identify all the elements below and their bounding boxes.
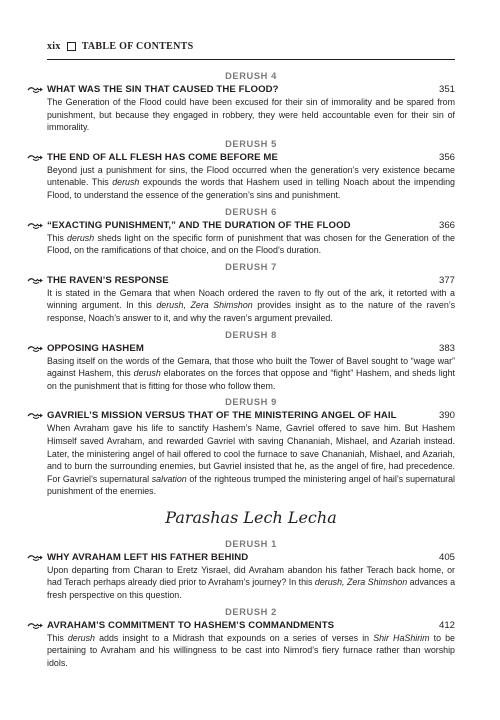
derush-label: DERUSH 9 <box>225 397 277 408</box>
entry-page-number: 377 <box>438 274 455 286</box>
toc-entry[interactable] <box>47 84 455 134</box>
derush-label: DERUSH 1 <box>225 538 277 549</box>
entry-heading <box>47 552 455 563</box>
entry-page-number: 366 <box>438 219 455 231</box>
entry-page-number: 412 <box>438 619 455 631</box>
entry-description: Basing itself on the words of the Gemara, that those who built the Tower of Bavel sought to “wage war” against Hashem, this derush elaborates on the forces that oppose and “fight” Hashem, and sheds light on the punishment that is fitting for those who follow them. <box>47 355 455 391</box>
entry-title: THE END OF ALL FLESH HAS COME BEFORE ME <box>47 151 278 163</box>
entry-heading <box>47 84 455 95</box>
entry-title: “EXACTING PUNISHMENT,” AND THE DURATION OF THE FLOOD <box>47 219 351 231</box>
entry-page-number: 351 <box>438 84 455 95</box>
entry-title: WHY AVRAHAM LEFT HIS FATHER BEHIND <box>47 551 249 563</box>
fleuron-ornament-icon <box>27 153 43 162</box>
running-head-title: TABLE OF CONTENTS <box>81 40 194 52</box>
running-head <box>47 38 455 54</box>
entry-heading <box>47 620 455 631</box>
toc-group-lech-lecha <box>47 539 455 670</box>
toc-entry[interactable] <box>47 620 455 670</box>
entry-page-number: 356 <box>438 151 455 163</box>
entry-page-number: 383 <box>438 342 455 354</box>
derush-label: DERUSH 8 <box>225 329 277 340</box>
entry-page-number: 390 <box>438 410 455 422</box>
entry-heading <box>47 275 455 286</box>
entry-heading <box>47 220 455 231</box>
entry-description: Upon departing from Charan to Eretz Yisrael, did Avraham abandon his father Terach back home, or had Terach perhaps already died prior to Avraham’s journey? In this derush, Zera Shimshon advances a fresh perspective on this question. <box>47 564 455 601</box>
fleuron-ornament-icon <box>27 85 43 94</box>
square-ornament-icon <box>67 42 76 51</box>
toc-entry[interactable] <box>47 410 455 498</box>
fleuron-ornament-icon <box>27 411 43 420</box>
entry-title: GAVRIEL’S MISSION VERSUS THAT OF THE MINISTERING ANGEL OF HAIL <box>47 410 397 422</box>
entry-description: This derush sheds light on the specific form of punishment that was chosen for the Generation of the Flood, on the ramifications of that choice, and on the Flood’s duration. <box>47 232 455 256</box>
entry-description: Beyond just a punishment for sins, the Flood occurred when the generation’s very existence became untenable. This derush expounds the words that Hashem used in telling Noach about the impending Flood, to understand the essence of the generation’s sins and punishment. <box>47 164 455 200</box>
entry-title: WHAT WAS THE SIN THAT CAUSED THE FLOOD? <box>47 84 279 95</box>
entry-title: OPPOSING HASHEM <box>47 342 144 354</box>
entry-heading <box>47 343 455 354</box>
fleuron-ornament-icon <box>27 221 43 230</box>
page-number: xix <box>47 40 61 52</box>
derush-label: DERUSH 5 <box>225 138 277 149</box>
entry-title: AVRAHAM’S COMMITMENT TO HASHEM’S COMMANDMENTS <box>47 619 335 631</box>
header-rule <box>47 59 455 60</box>
fleuron-ornament-icon <box>27 621 43 630</box>
fleuron-ornament-icon <box>27 344 43 353</box>
fleuron-ornament-icon <box>27 276 43 285</box>
derush-label: DERUSH 2 <box>225 606 277 617</box>
entry-description: When Avraham gave his life to sanctify Hashem’s Name, Gavriel offered to save him. But Hashem Himself saved Avraham, and rewarded Gavriel with saving Chananiah, Mishael, and Azariah instead. Later, the ministering angel of hail offered to cool the furnace to save Chananiah, Mishael, and Azariah, and to burn the surrounding enemies, but Gavriel insisted that he, as the angel of fire, had precedence. For Gavriel’s supernatural salvation of the righteous trumped the ministering angel of hail’s supernatural punishment of the enemies. <box>47 423 455 497</box>
entry-heading <box>47 410 455 421</box>
toc-entry[interactable] <box>47 552 455 602</box>
derush-label: DERUSH 7 <box>225 261 277 272</box>
entry-heading <box>47 152 455 163</box>
section-heading: Parashas Lech Lecha <box>165 507 337 527</box>
entry-page-number: 405 <box>438 551 455 563</box>
entry-description: It is stated in the Gemara that when Noach ordered the raven to fly out of the ark, it retorted with a winning argument. In this derush, Zera Shimshon provides insight as to the nature of the raven’s response, Noach’s answer to it, and why the raven’s argument prevailed. <box>47 287 456 323</box>
entry-title: THE RAVEN’S RESPONSE <box>47 274 169 286</box>
toc-entry[interactable] <box>47 152 455 202</box>
toc-entry[interactable] <box>47 275 455 325</box>
entry-description: This derush adds insight to a Midrash that expounds on a series of verses in Shir HaShirim to be pertaining to Avraham and his willingness to be cast into Nimrod’s fiery furnace rather than worship idols. <box>47 632 455 668</box>
toc-page <box>47 38 455 674</box>
toc-group-noach <box>47 71 455 498</box>
fleuron-ornament-icon <box>27 553 43 562</box>
derush-label: DERUSH 4 <box>225 71 277 81</box>
toc-entry[interactable] <box>47 220 455 257</box>
toc-entry[interactable] <box>47 343 455 393</box>
entry-description: The Generation of the Flood could have been excused for their sin of immorality and be spared from punishment, but because they engaged in robbery, they were held accountable even for their sin of immorality. <box>47 97 455 133</box>
derush-label: DERUSH 6 <box>225 206 277 217</box>
